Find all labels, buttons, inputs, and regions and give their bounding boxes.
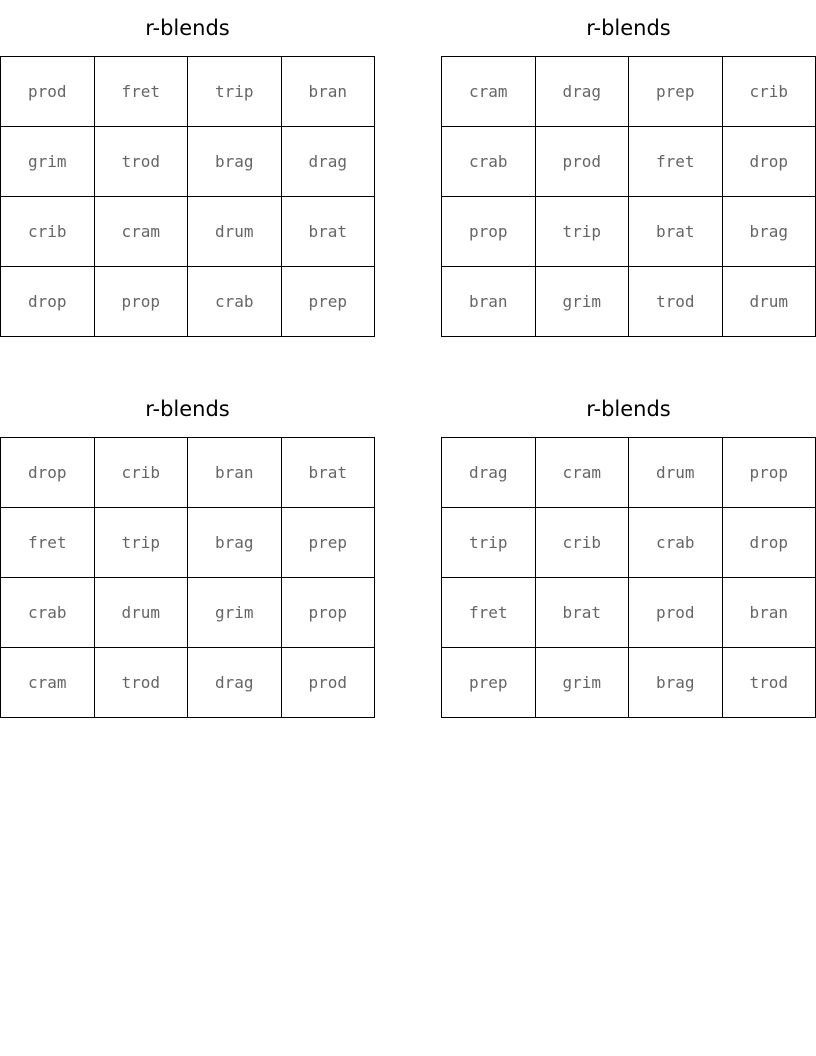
grid-cell: prod	[536, 127, 630, 197]
grid-cell: prod	[282, 648, 376, 718]
word-grid	[0, 56, 375, 337]
grid-cell: trod	[629, 267, 723, 337]
grid-cell: grim	[188, 578, 282, 648]
grid-cell: drum	[629, 438, 723, 508]
grid-cell: grim	[1, 127, 95, 197]
grid-cell: drag	[188, 648, 282, 718]
grid-cell: drag	[442, 438, 536, 508]
grid-cell: cram	[95, 197, 189, 267]
grid-cell: drum	[723, 267, 816, 337]
grid-cell: drag	[536, 57, 630, 127]
grid-cell: prop	[442, 197, 536, 267]
grid-cell: brat	[282, 438, 376, 508]
grid-cell: grim	[536, 648, 630, 718]
grid-cell: prop	[95, 267, 189, 337]
grid-cell: drop	[1, 267, 95, 337]
grid-cell: trod	[95, 127, 189, 197]
grid-cell: trod	[95, 648, 189, 718]
grid-cell: bran	[188, 438, 282, 508]
bingo-card-4	[441, 381, 816, 718]
word-grid	[0, 437, 375, 718]
grid-cell: crib	[536, 508, 630, 578]
grid-cell: prod	[1, 57, 95, 127]
card-title: r-blends	[145, 16, 230, 40]
grid-cell: bran	[723, 578, 816, 648]
grid-cell: drop	[723, 127, 816, 197]
grid-cell: prod	[629, 578, 723, 648]
grid-cell: crab	[188, 267, 282, 337]
grid-cell: cram	[1, 648, 95, 718]
grid-cell: cram	[536, 438, 630, 508]
grid-cell: prep	[442, 648, 536, 718]
grid-cell: crab	[442, 127, 536, 197]
grid-cell: cram	[442, 57, 536, 127]
grid-cell: fret	[442, 578, 536, 648]
grid-cell: bran	[282, 57, 376, 127]
grid-cell: prep	[629, 57, 723, 127]
grid-cell: brag	[723, 197, 816, 267]
grid-cell: fret	[95, 57, 189, 127]
grid-cell: brag	[188, 127, 282, 197]
word-grid	[441, 56, 816, 337]
grid-cell: crib	[1, 197, 95, 267]
grid-cell: trip	[536, 197, 630, 267]
card-title: r-blends	[586, 397, 671, 421]
card-title: r-blends	[145, 397, 230, 421]
grid-cell: drop	[723, 508, 816, 578]
grid-cell: crib	[95, 438, 189, 508]
word-grid	[441, 437, 816, 718]
grid-cell: fret	[629, 127, 723, 197]
grid-cell: trod	[723, 648, 816, 718]
bingo-card-3	[0, 381, 375, 718]
grid-cell: brat	[536, 578, 630, 648]
bingo-card-2	[441, 0, 816, 337]
grid-cell: grim	[536, 267, 630, 337]
grid-cell: prop	[723, 438, 816, 508]
grid-cell: crab	[1, 578, 95, 648]
grid-cell: drag	[282, 127, 376, 197]
grid-cell: brat	[282, 197, 376, 267]
grid-cell: trip	[95, 508, 189, 578]
grid-cell: trip	[442, 508, 536, 578]
grid-cell: drum	[188, 197, 282, 267]
grid-cell: prop	[282, 578, 376, 648]
grid-cell: brat	[629, 197, 723, 267]
grid-cell: crib	[723, 57, 816, 127]
grid-cell: crab	[629, 508, 723, 578]
grid-cell: brag	[629, 648, 723, 718]
card-title: r-blends	[586, 16, 671, 40]
grid-cell: trip	[188, 57, 282, 127]
grid-cell: drum	[95, 578, 189, 648]
grid-cell: drop	[1, 438, 95, 508]
grid-cell: brag	[188, 508, 282, 578]
grid-cell: prep	[282, 508, 376, 578]
grid-cell: bran	[442, 267, 536, 337]
bingo-card-1	[0, 0, 375, 337]
grid-cell: fret	[1, 508, 95, 578]
grid-cell: prep	[282, 267, 376, 337]
